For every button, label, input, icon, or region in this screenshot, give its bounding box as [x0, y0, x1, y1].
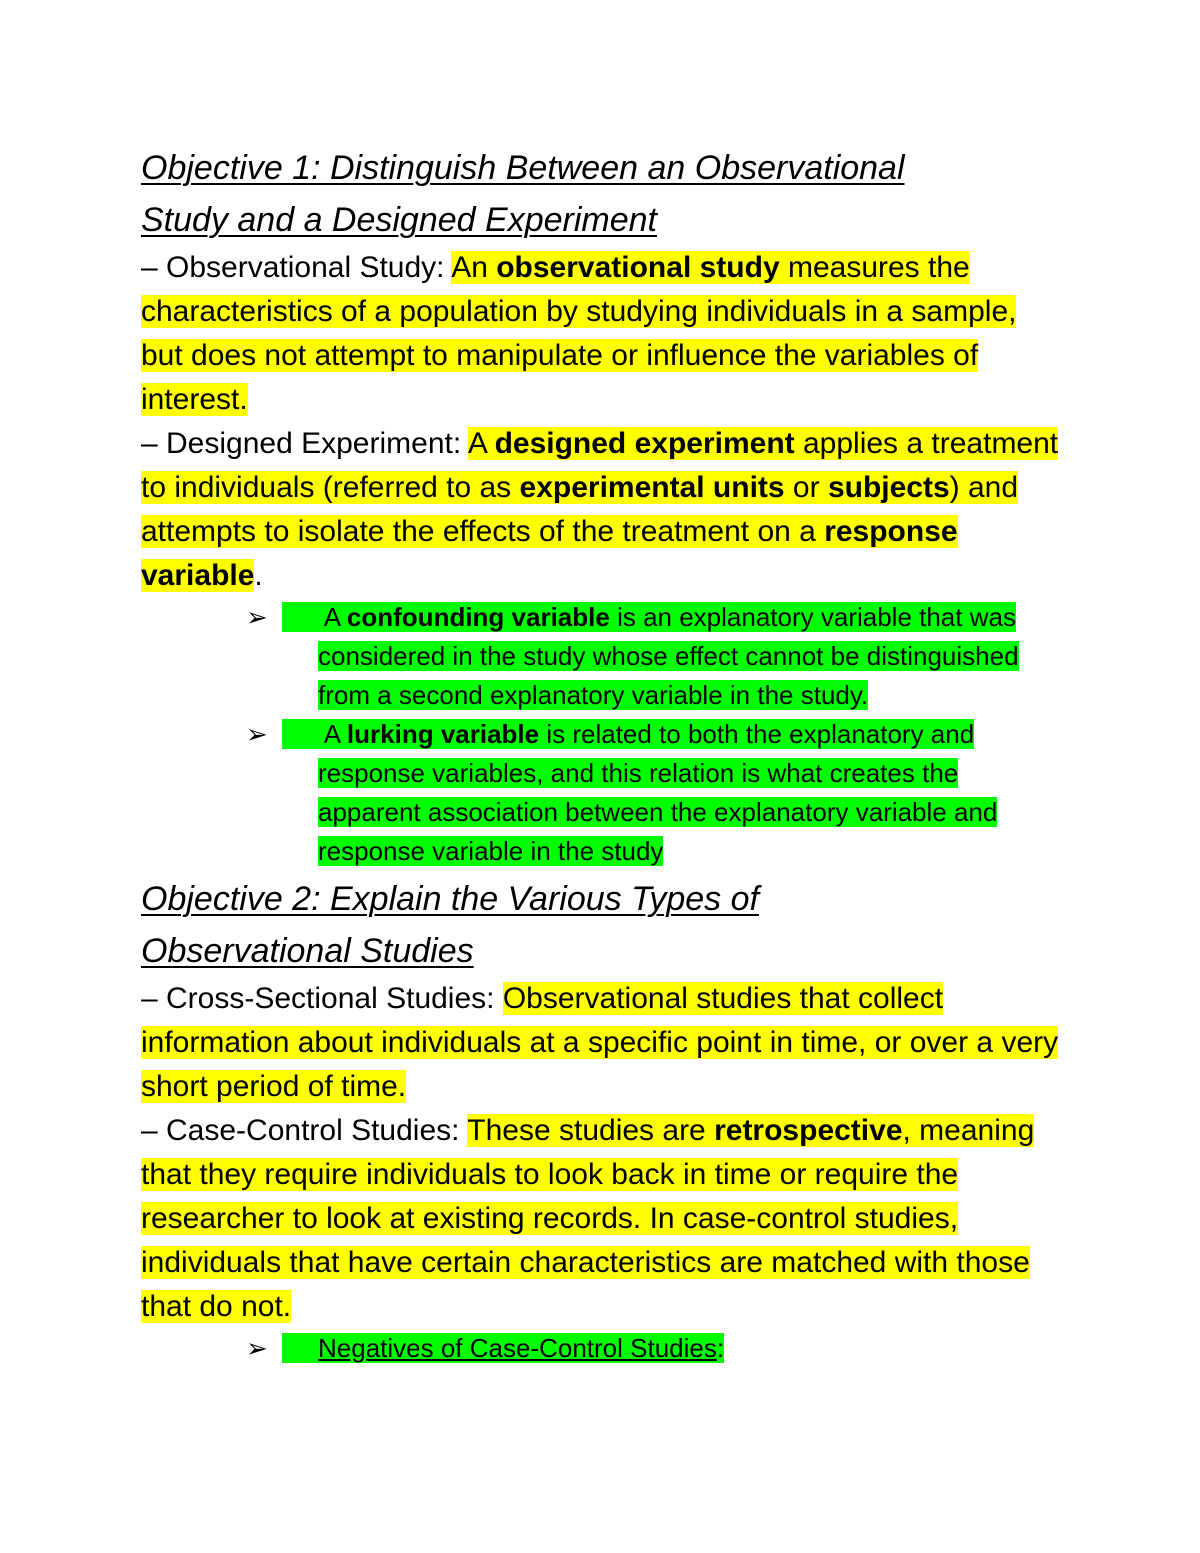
- cross-sectional-definition: Observational studies that collect information about individuals at a specific point in time, or over a very short period of time.: [141, 982, 1059, 1103]
- text-run: , meaning that they require individuals to look back in time or require the researcher to look at existing records. In case-control studies, individuals that have certain characteristics are matched with those that do not.: [141, 1114, 1035, 1323]
- bullet-confounding-variable: [246, 598, 1062, 715]
- text-run: ) and attempts to isolate the effects of the treatment on a: [141, 471, 1019, 548]
- arrow-bullet-icon: ➢: [246, 719, 268, 749]
- objective-2-heading: [141, 873, 1061, 977]
- bullet-text: [246, 1333, 725, 1363]
- bullet-text: [246, 719, 998, 866]
- text-run: or: [784, 471, 828, 504]
- bullet-negatives-case-control: [246, 1329, 1062, 1368]
- text-run: An: [451, 251, 497, 284]
- bold-term: lurking variable: [346, 719, 540, 749]
- bold-term: experimental units: [519, 471, 785, 504]
- document-content: [141, 142, 1061, 1368]
- text-run: measures the characteristics of a population by studying individuals in a sample, but does not attempt to manipulate or influence the variables of interest.: [141, 251, 1017, 416]
- bold-term: response variable: [141, 515, 958, 592]
- bullet-text: [246, 602, 1019, 710]
- objective-1-heading: [141, 142, 1061, 246]
- case-control-label: – Case-Control Studies:: [141, 1114, 468, 1147]
- text-run: A: [318, 719, 347, 749]
- designed-experiment-paragraph: [141, 422, 1061, 598]
- text-run: A: [318, 602, 347, 632]
- arrow-bullet-icon: ➢: [246, 1333, 268, 1363]
- arrow-bullet-icon: ➢: [246, 602, 268, 632]
- designed-experiment-label: – Designed Experiment:: [141, 427, 468, 460]
- observational-study-label: – Observational Study:: [141, 251, 452, 284]
- observational-study-paragraph: [141, 246, 1061, 422]
- bullet-lurking-variable: [246, 715, 1062, 871]
- objective-1-heading-line2: Study and a Designed Experiment: [141, 201, 657, 239]
- text-run: :: [716, 1333, 725, 1363]
- bold-term: retrospective: [714, 1114, 903, 1147]
- text-run: applies a treatment to individuals (referred to as: [141, 427, 1059, 504]
- text-run: These studies are: [467, 1114, 715, 1147]
- negatives-heading: Negatives of Case-Control Studies: [318, 1333, 717, 1363]
- cross-sectional-paragraph: [141, 977, 1061, 1109]
- text-run: is related to both the explanatory and response variables, and this relation is what creates the apparent association between the explanatory variable and response variable in the study: [318, 719, 998, 866]
- objective-2-heading-line1: Objective 2: Explain the Various Types of: [141, 880, 759, 918]
- text-run: A: [467, 427, 495, 460]
- cross-sectional-label: – Cross-Sectional Studies:: [141, 982, 503, 1015]
- case-control-paragraph: [141, 1109, 1061, 1329]
- text-run: is an explanatory variable that was considered in the study whose effect cannot be distinguished from a second explanatory variable in the study.: [318, 602, 1019, 710]
- text-run: .: [254, 559, 263, 592]
- objective-2-heading-line2: Observational Studies: [141, 932, 474, 970]
- bold-term: designed experiment: [494, 427, 795, 460]
- bold-term: observational study: [496, 251, 780, 284]
- bold-term: confounding variable: [346, 602, 610, 632]
- bold-term: subjects: [827, 471, 950, 504]
- objective-1-heading-line1: Objective 1: Distinguish Between an Observational: [141, 149, 905, 187]
